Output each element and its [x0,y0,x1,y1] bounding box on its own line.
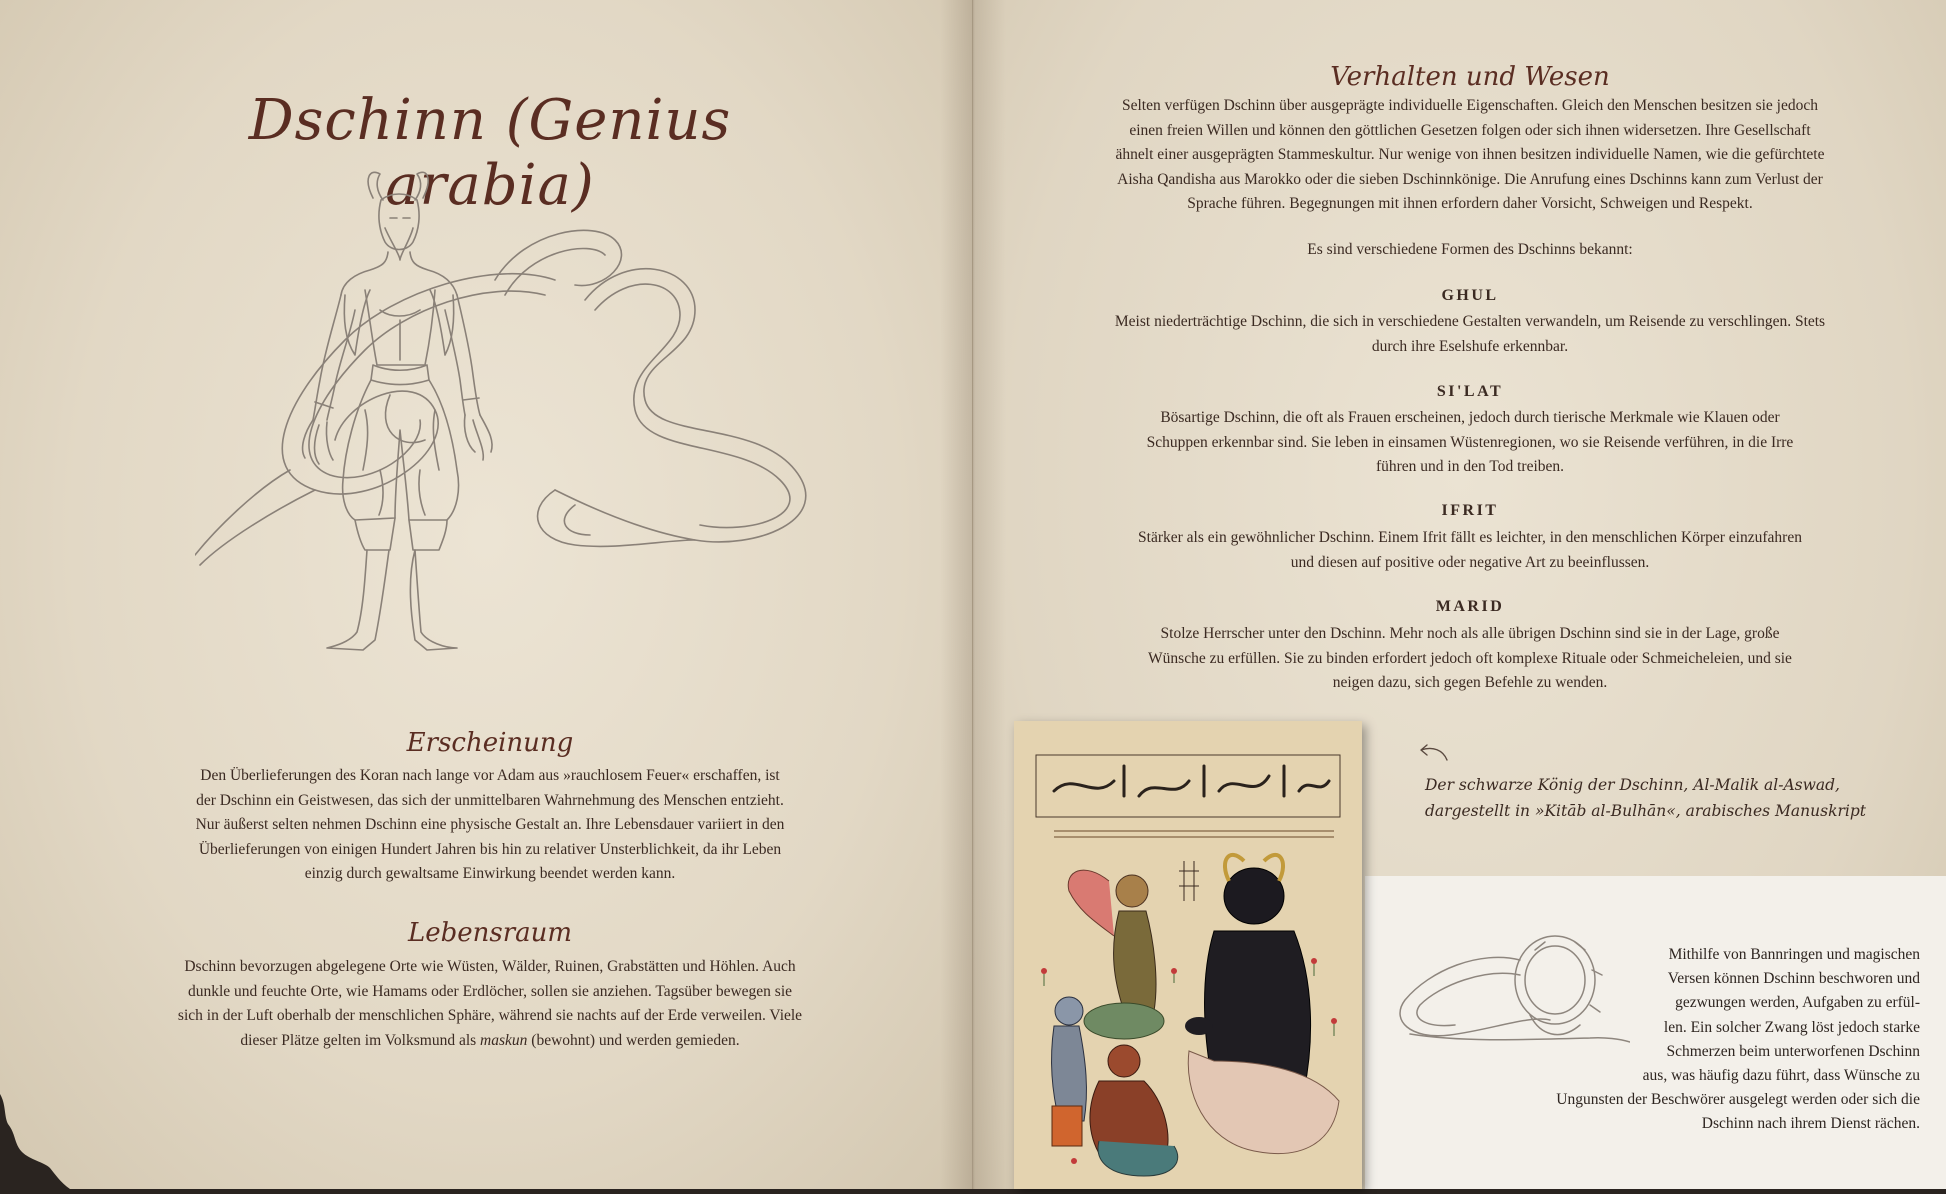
form-text-ifrit [1060,526,1880,575]
inset-line: Dschinn nach ihrem Dienst rächen. [1701,1115,1920,1133]
form-name-marid: MARID [1435,598,1505,615]
habitat-term: maskun [480,1031,528,1049]
form-line: Schuppen erkennbar sind. Sie leben in einsamen Wüstenregionen, wo sie Reisende verführen, in die Irre [1146,433,1794,451]
curved-arrow-icon [1415,742,1451,764]
caption-line-2: dargestellt in »Kitāb al-Bulhān«, arabisches Manuskript [1425,802,1866,820]
behavior-line: Aisha Qandisha aus Marokko oder die sieben Dschinnkönige. Die Anrufung eines Dschinns kann zum Verlust der [1117,170,1823,188]
habitat-line: Dschinn bevorzugen abgelegene Orte wie Wüsten, Wälder, Ruinen, Grabstätten und Höhlen. Auch [184,958,796,975]
habitat-line-before: dieser Plätze gelten im Volksmund als [240,1031,481,1049]
behavior-line: Selten verfügen Dschinn über ausgeprägte individuelle Eigenschaften. Gleich den Menschen besitzen sie jedoch [1122,97,1818,114]
form-line: und diesen auf positive oder negative Art zu beeinflussen. [1290,553,1650,571]
form-line: Stolze Herrscher unter den Dschinn. Mehr noch als alle übrigen Dschinn sind sie in der Lage, große [1160,625,1780,642]
appearance-heading: Erscheinung [406,728,574,758]
inset-text [1410,943,1920,1137]
caption-line-1: Der schwarze König der Dschinn, Al-Malik al-Aswad, [1425,776,1840,794]
form-line: Bösartige Dschinn, die oft als Frauen erscheinen, jedoch durch tierische Merkmale wie Klauen oder [1160,409,1780,426]
habitat-text [100,955,880,1053]
habitat-line: sich in der Luft oberhalb der menschlichen Sphäre, während sie nachts auf der Erde verweilen. Viele [177,1007,803,1024]
manuscript-illustration [1014,721,1362,1189]
inset-line: gezwungen werden, Aufgaben zu erfül- [1675,994,1920,1012]
image-caption [1425,772,1895,824]
inset-line: len. Ein solcher Zwang löst jedoch starke [1663,1018,1920,1036]
appearance-text [110,764,870,887]
behavior-line: einen freien Willen und können den göttlichen Gesetzen folgen oder sich ihnen widersetzen. Ihre Gesellschaft [1129,121,1811,139]
inset-line: Versen können Dschinn beschworen und [1667,970,1920,988]
torn-corner [0,1094,70,1189]
djinn-figure-sketch [195,170,835,710]
forms-intro: Es sind verschiedene Formen des Dschinns bekannt: [1307,241,1633,258]
behavior-text [1060,94,1880,217]
page-title: Dschinn (Genius arabia) [248,88,732,218]
behavior-line: ähnelt einer ausgeprägten Stammeskultur. Nur wenige von ihnen besitzen individuelle Namen, wie die gefürchtete [1115,146,1825,163]
manuscript-painting [1014,721,1362,1189]
form-text-ghul [1060,310,1880,359]
form-line: durch ihre Eselshufe erkennbar. [1371,337,1569,355]
form-line: neigen dazu, sich gegen Befehle zu wenden. [1332,674,1608,691]
appearance-line: Überlieferungen von einigen Hundert Jahren bis hin zu relativer Unsterblichkeit, da ihr Leben [198,840,782,858]
behavior-line: Sprache führen. Begegnungen mit ihnen erfordern daher Vorsicht, Schweigen und Respekt. [1187,195,1753,212]
behavior-heading: Verhalten und Wesen [1330,62,1610,92]
appearance-line: einzig durch gewaltsame Einwirkung beendet werden kann. [304,865,676,882]
habitat-line-after: (bewohnt) und werden gemieden. [527,1031,740,1049]
form-line: Meist niederträchtige Dschinn, die sich in verschiedene Gestalten verwandeln, um Reisende zu verschlingen. Stets [1114,313,1826,330]
form-text-silat [1060,406,1880,480]
form-line: führen und in den Tod treiben. [1375,458,1565,475]
habitat-line: dunkle und feuchte Orte, wie Hamams oder Erdlöcher, sollen sie anziehen. Tagsüber bewegen sie [187,982,792,1000]
form-name-ifrit: IFRIT [1441,502,1499,519]
habitat-line-last [100,1029,880,1054]
form-line: Stärker als ein gewöhnlicher Dschinn. Einem Ifrit fällt es leichter, in den menschlichen Körper einzufahren [1138,529,1802,546]
form-line: Wünsche zu erfüllen. Sie zu binden erfordert jedoch oft komplexe Rituale oder Schmeicheleien, und sie [1148,649,1792,667]
inset-line: Mithilfe von Bannringen und magischen [1668,946,1920,963]
inset-line: Schmerzen beim unterworfenen Dschinn [1666,1042,1920,1060]
appearance-line: Den Überlieferungen des Koran nach lange vor Adam aus »rauchlosem Feuer« erschaffen, ist [200,767,780,784]
inset-line: Ungunsten der Beschwörer ausgelegt werden oder sich die [1556,1091,1920,1109]
habitat-heading: Lebensraum [407,918,573,948]
form-name-ghul: GHUL [1441,287,1499,304]
appearance-line: der Dschinn ein Geistwesen, das sich der unmittelbaren Wahrnehmung des Menschen entzieht. [196,791,784,809]
inset-line: aus, was häufig dazu führt, dass Wünsche zu [1642,1067,1920,1085]
appearance-line: Nur äußerst selten nehmen Dschinn eine physische Gestalt an. Ihre Lebensdauer variiert in den [195,816,785,833]
form-text-marid [1060,622,1880,696]
form-name-silat: SI'LAT [1436,383,1504,400]
